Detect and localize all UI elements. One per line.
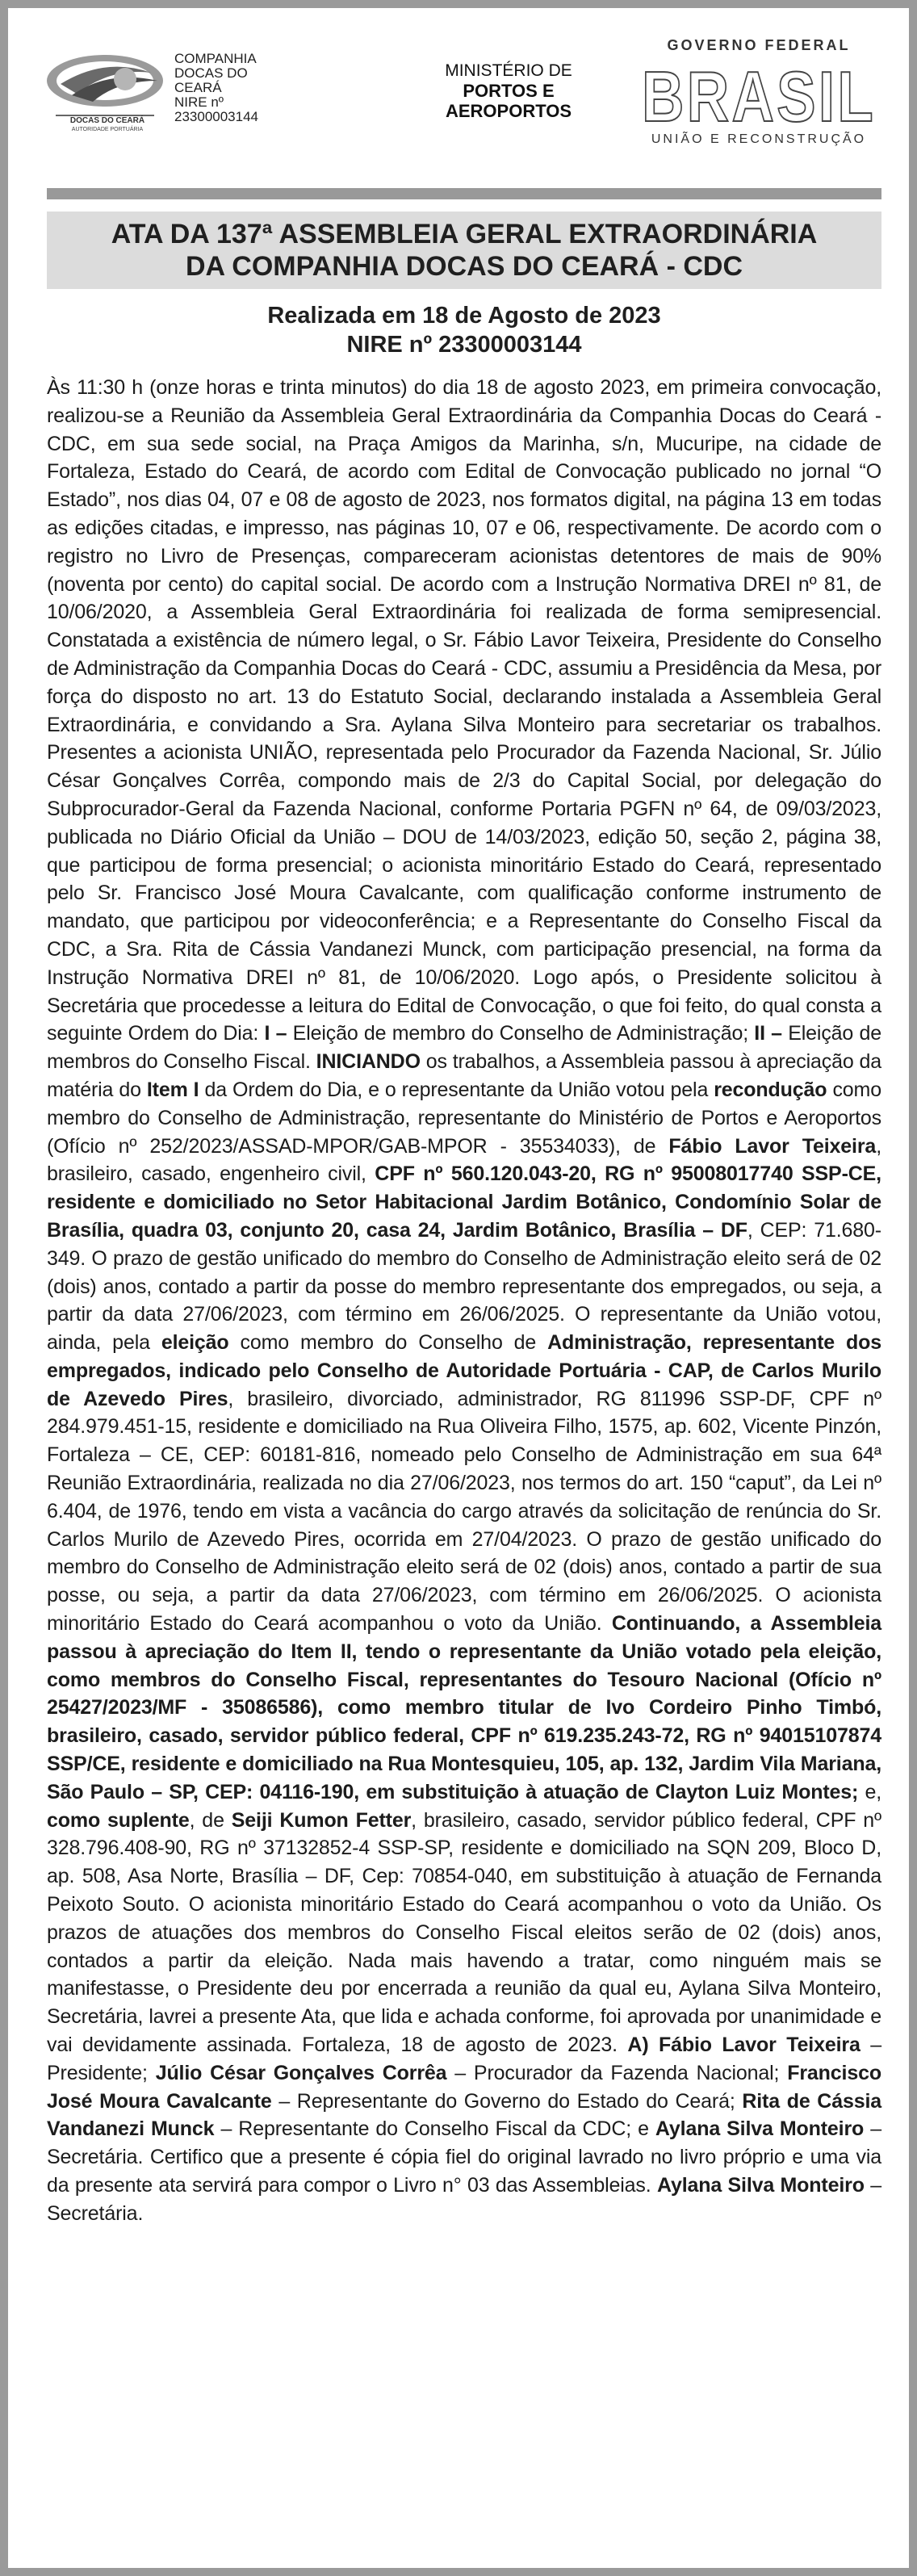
document-title	[47, 212, 881, 289]
body-bold: Aylana Silva Monteiro	[655, 2117, 865, 2141]
ministry-logo	[420, 61, 597, 121]
header	[0, 0, 917, 161]
body-bold: Francisco José Moura Cavalcante	[47, 2061, 881, 2113]
body-bold: Rita de Cássia Vandanezi Munck	[47, 2089, 882, 2141]
cdc-logo-subtitle: AUTORIDADE PORTUÁRIA	[71, 127, 144, 132]
body-bold: Administração, representante dos empregados, indicado pelo Conselho de Autoridade Portuária - CAP, de Carlos Murilo de Azevedo Pires	[47, 1331, 881, 1410]
header-divider	[47, 188, 881, 199]
body-bold: I –	[264, 1022, 287, 1045]
ministry-line1: MINISTÉRIO DE	[445, 61, 572, 80]
body-text: , brasileiro, casado, servidor público federal, CPF nº 328.796.408-90, RG nº 37132852-4 SSP-SP, residente e domiciliado na SQN 209, Bloco D, ap. 508, Asa Norte, Brasília – DF, Cep: 70854-040, em substituição à atuação de Fernanda Peixoto Souto. O acionista minoritário Estado do Ceará acompanhou o voto da União. Os prazos de atuações dos membros do Conselho Fiscal eleitos serão de 02 (dois) anos, contados a partir da eleição. Nada mais havendo a tratar, como ninguém mais se manifestasse, o Presidente deu por encerrada a reunião da qual eu, Aylana Silva Monteiro, Secretária, lavrei a presente Ata, que lida e achada conforme, foi aprovada por unanimidade e vai devidamente assinada. Fortaleza, 18 de agosto de 2023.	[47, 1808, 882, 2057]
body-text: , de	[189, 1808, 232, 1832]
governo-federal-logo	[638, 37, 880, 158]
subtitle-nire: NIRE nº 23300003144	[346, 332, 582, 358]
body-text: – Procurador da Fazenda Nacional;	[446, 2061, 788, 2084]
company-line: 23300003144	[174, 109, 259, 124]
body-text: Eleição de membro do Conselho de Administração;	[287, 1022, 755, 1045]
body-bold: A) Fábio Lavor Teixeira	[627, 2034, 860, 2057]
body-text: Eleição de membros do Conselho Fiscal.	[47, 1022, 881, 1074]
body-bold: Júlio César Gonçalves Corrêa	[155, 2061, 447, 2084]
body-text: como membro do Conselho de	[228, 1331, 548, 1355]
body-text: – Secretária.	[47, 2174, 881, 2225]
body-bold: INICIANDO	[316, 1050, 421, 1074]
body-bold: Seiji Kumon Fetter	[231, 1808, 412, 1832]
document-subtitle	[47, 301, 881, 359]
body-text: – Presidente;	[47, 2034, 881, 2084]
cdc-logo-name: DOCAS DO CEARÁ	[69, 116, 145, 125]
body-text: – Secretária. Certifico que a presente é cópia fiel do original lavrado no livro próprio e uma via da presente ata servirá para compor o Livro n° 03 das Assembleias.	[47, 2117, 882, 2197]
body-bold: Aylana Silva Monteiro	[656, 2174, 865, 2197]
body-bold: Continuando, a Assembleia passou à apreciação do Item II, tendo o representante da União votado pela eleição, como membros do Conselho Fiscal, representantes do Tesouro Nacional (Ofício nº 25427/2023/MF - 35086586), como membro titular de Ivo Cordeiro Pinho Timbó, brasileiro, casado, servidor público federal, CPF nº 619.235.243-72, RG nº 94015107874 SSP/CE, residente e domiciliado na Rua Montesquieu, 105, ap. 132, Jardim Vila Mariana, São Paulo – SP, CEP: 04116-190, em substituição à atuação de Clayton Luiz Montes;	[47, 1612, 881, 1803]
body-text: – Representante do Conselho Fiscal da CDC; e	[214, 2117, 655, 2141]
company-line: DOCAS DO	[174, 65, 248, 81]
body-bold: eleição	[161, 1331, 229, 1355]
title-line1: ATA DA 137ª ASSEMBLEIA GERAL EXTRAORDINÁRIA	[111, 219, 818, 249]
body-text: – Representante do Governo do Estado do Ceará;	[271, 2089, 743, 2113]
body-text: e,	[858, 1780, 882, 1803]
body-bold: II –	[754, 1022, 782, 1045]
title-line2: DA COMPANHIA DOCAS DO CEARÁ - CDC	[185, 251, 743, 282]
minutes-body	[47, 374, 881, 2228]
body-text: os trabalhos, a Assembleia passou à apreciação da matéria do	[47, 1050, 881, 1101]
body-text: como membro do Conselho de Administração, representante do Ministério de Portos e Aeroportos (Ofício nº 252/2023/ASSAD-MPOR/GAB-MPOR - 35534033), de	[47, 1078, 881, 1158]
gov-brand: BRASIL	[642, 57, 876, 136]
company-info	[174, 52, 304, 124]
brasil-wordmark-icon	[638, 57, 880, 136]
body-bold: como suplente	[47, 1808, 190, 1832]
ministry-line3: AEROPORTOS	[445, 101, 572, 121]
company-line: CEARÁ	[174, 80, 222, 95]
ministry-line2: PORTOS E	[463, 81, 555, 101]
body-bold: CPF nº 560.120.043-20, RG nº 95008017740 SSP-CE, residente e domiciliado no Setor Habitacional Jardim Botânico, Condomínio Solar de Brasília, quadra 03, conjunto 20, casa 24, Jardim Botânico, Brasília – DF	[47, 1162, 881, 1242]
body-bold: Item I	[146, 1078, 199, 1101]
body-text: , brasileiro, divorciado, administrador, RG 811996 SSP-DF, CPF nº 284.979.451-15, residente e domiciliado na Rua Oliveira Filho, 1575, ap. 602, Vicente Pinzón, Fortaleza – CE, CEP: 60181-816, nomeado pelo Conselho de Administração em sua 64ª Reunião Extraordinária, realizada no dia 27/06/2023, nos termos do art. 150 “caput”, da Lei nº 6.404, de 1976, tendo em vista a vacância do cargo através da solicitação de renúncia do Sr. Carlos Murilo de Azevedo Pires, ocorrida em 27/04/2023. O prazo de gestão unificado do membro do Conselho de Administração eleito será de 02 (dois) anos, contado a partir de sua posse, ou seja, a partir da data 27/06/2023, com término em 26/06/2025. O acionista minoritário Estado do Ceará acompanhou o voto da União.	[47, 1387, 881, 1636]
body-text: Às 11:30 h (onze horas e trinta minutos) do dia 18 de agosto 2023, em primeira convocação, realizou-se a Reunião da Assembleia Geral Extraordinária da Companhia Docas do Ceará - CDC, em sua sede social, na Praça Amigos da Marinha, s/n, Mucuripe, na cidade de Fortaleza, Estado do Ceará, de acordo com Edital de Convocação publicado no jornal “O Estado”, nos dias 04, 07 e 08 de agosto de 2023, nos formatos digital, na página 13 em todas as edições citadas, e impresso, nas páginas 10, 07 e 06, respectivamente. De acordo com o registro no Livro de Presenças, compareceram acionistas detentores de mais de 90% (noventa por cento) do capital social. De acordo com a Instrução Normativa DREI nº 81, de 10/06/2020, a Assembleia Geral Extraordinária foi realizada de forma semipresencial. Constatada a existência de número legal, o Sr. Fábio Lavor Teixeira, Presidente do Conselho de Administração da Companhia Docas do Ceará - CDC, assumiu a Presidência da Mesa, por força do disposto no art. 13 do Estatuto Social, declarando instalada a Assembleia Geral Extraordinária, e convidando a Sra. Aylana Silva Monteiro para secretariar os trabalhos. Presentes a acionista UNIÃO, representada pelo Procurador da Fazenda Nacional, Sr. Júlio César Gonçalves Corrêa, compondo mais de 2/3 do Capital Social, por delegação do Subprocurador-Geral da Fazenda Nacional, conforme Portaria PGFN nº 64, de 09/03/2023, publicada no Diário Oficial da União – DOU de 14/03/2023, edição 50, seção 2, página 38, que participou de forma presencial; o acionista minoritário Estado do Ceará, representado pelo Sr. Francisco José Moura Cavalcante, com qualificação conforme instrumento de mandato, que participou por videoconferência; e a Representante do Conselho Fiscal da CDC, a Sra. Rita de Cássia Vandanezi Munck, com participação presencial, na forma da Instrução Normativa DREI nº 81, de 10/06/2020. Logo após, o Presidente solicitou à Secretária que procedesse a leitura do Edital de Convocação, o que foi feito, do qual consta a seguinte Ordem do Dia:	[47, 376, 881, 1045]
gov-bottom-label: UNIÃO E RECONSTRUÇÃO	[651, 132, 867, 146]
body-text: , brasileiro, casado, engenheiro civil,	[47, 1134, 881, 1186]
body-text: , CEP: 71.680-349. O prazo de gestão unificado do membro do Conselho de Administração eleito será de 02 (dois) anos, contado a partir da posse do membro representante dos empregados, ou seja, a partir da data 27/06/2023, com término em 26/06/2025. O representante da União votou, ainda, pela	[47, 1218, 881, 1355]
body-bold: recondução	[714, 1078, 827, 1101]
company-line: NIRE nº	[174, 94, 224, 110]
gov-top-label: GOVERNO FEDERAL	[667, 37, 851, 53]
body-bold: Fábio Lavor Teixeira	[668, 1134, 877, 1158]
company-line: COMPANHIA	[174, 51, 257, 66]
subtitle-date: Realizada em 18 de Agosto de 2023	[267, 303, 661, 329]
body-text: da Ordem do Dia, e o representante da União votou pela	[199, 1078, 714, 1101]
